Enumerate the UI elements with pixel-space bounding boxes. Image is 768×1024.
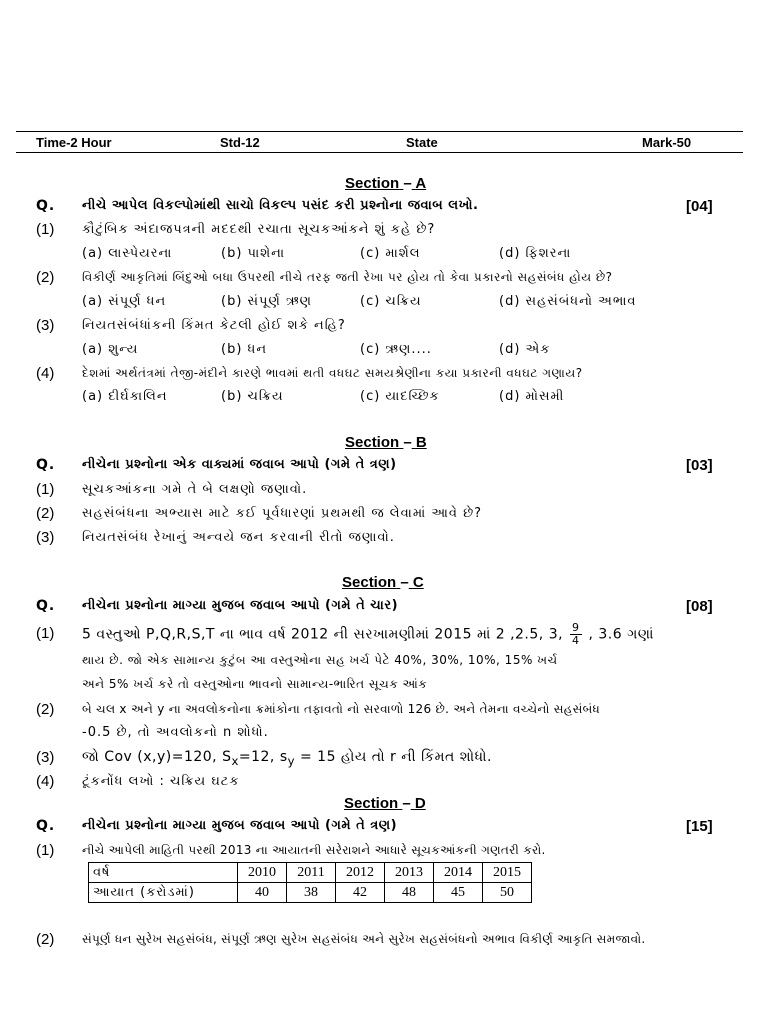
question-number: (4): [36, 773, 55, 790]
question-number: (4): [36, 365, 55, 382]
question-number: (2): [36, 269, 55, 286]
question-text-line: થાય છે. જો એક સામાન્ય કુટુંબ આ વસ્તુઓના સહ ખર્ચ પેટે 40%, 30%, 10%, 15% ખર્ચ: [82, 653, 558, 667]
section-a-question: નીચે આપેલ વિકલ્પોમાંથી સાચો વિકલ્પ પસંદ કરી પ્રશ્નોના જવાબ લખો.: [82, 198, 479, 213]
section-d-marks: [15]: [686, 818, 713, 835]
fraction-numerator: 9: [572, 621, 580, 634]
table-cell: 45: [434, 883, 483, 903]
option: (b) સંપૂર્ણ ઋણ: [221, 294, 312, 309]
question-number: (3): [36, 529, 55, 546]
option: (c) યાદચ્છિક: [360, 389, 440, 404]
question-text: ટૂંકનોંધ લખો : ચક્રિય ઘટક: [82, 774, 240, 789]
section-d-question: નીચેના પ્રશ્નોના માગ્યા મુજબ જવાબ આપો (ગમે તે ત્રણ): [82, 818, 398, 833]
question-text: નિયતસંબંધાંકની કિંમત કેટલી હોઈ શકે નહિ?: [82, 318, 346, 333]
section-c-marks: [08]: [686, 598, 713, 615]
subscript: x: [231, 753, 239, 768]
section-dash: –: [403, 175, 412, 192]
table-cell: 42: [336, 883, 385, 903]
mark-label: Mark-50: [642, 135, 692, 150]
option: (b) ધન: [221, 342, 268, 357]
question-text-part: = 15 હોય તો r ની કિંમત શોધો.: [295, 749, 492, 765]
option: (a) સંપૂર્ણ ધન: [82, 294, 167, 309]
option: (a) લાસ્પેયરના: [82, 246, 173, 261]
table-cell: 2011: [287, 863, 336, 883]
question-text-line: અને 5% ખર્ચ કરે તો વસ્તુઓના ભાવનો સામાન્ય-ભારિત સૂચક આંક: [82, 677, 428, 691]
board-label: State: [406, 135, 438, 150]
question-text: [82, 749, 492, 768]
question-number: (1): [36, 481, 55, 498]
question-number: (2): [36, 701, 55, 718]
question-text-line: -0.5 છે, તો અવલોકનો n શોધો.: [82, 725, 269, 740]
section-word: Section: [345, 434, 400, 451]
table-cell: 2012: [336, 863, 385, 883]
option: (d) એક: [499, 342, 551, 357]
question-text: સંપૂર્ણ ધન સુરેખ સહસંબંધ, સંપૂર્ણ ઋણ સુરેખ સહસંબંધ અને સુરેખ સહસંબંધનો અભાવ વિકીર્ણ આકૃતિ સમજાવો.: [82, 932, 646, 946]
section-letter: C: [412, 574, 424, 591]
question-text: વિકીર્ણ આકૃતિમાં બિંદુઓ બધા ઉપરથી નીચે તરફ જતી રેખા પર હોય તો કેવા પ્રકારનો સહસંબંધ હોય છે?: [82, 270, 613, 284]
table-cell: 2015: [483, 863, 532, 883]
question-number: (3): [36, 749, 55, 766]
question-text-line: બે ચલ x અને y ના અવલોકનોના ક્રમાંકોના તફાવતો નો સરવાળો 126 છે. અને તેમના વચ્ચેનો સહસંબંધ: [82, 702, 601, 716]
section-b-marks: [03]: [686, 457, 713, 474]
question-text: સૂચકઆંકના ગમે તે બે લક્ષણો જણાવો.: [82, 482, 308, 497]
section-b-question: નીચેના પ્રશ્નોના એક વાક્યમાં જવાબ આપો (ગમે તે ત્રણ): [82, 457, 397, 472]
section-dash: –: [402, 795, 411, 812]
table-row: [89, 863, 532, 883]
question-number: (2): [36, 931, 55, 948]
section-b-title: [345, 434, 427, 451]
question-text: નિયતસંબંધ રેખાનું અન્વયે જન કરવાની રીતો જણાવો.: [82, 530, 395, 545]
section-letter: D: [414, 795, 426, 812]
question-number: (3): [36, 317, 55, 334]
section-dash: –: [403, 434, 412, 451]
option: (c) માર્શલ: [360, 246, 421, 261]
question-number: (2): [36, 505, 55, 522]
option: (a) દીર્ઘકાલિન: [82, 389, 168, 404]
table-cell: 40: [238, 883, 287, 903]
table-row-label: વર્ષ: [89, 863, 238, 883]
question-text: નીચે આપેલી માહિતી પરથી 2013 ના આયાતની સરેરાશને આધારે સૂચકઆંકની ગણતરી કરો.: [82, 843, 546, 857]
question-text: દેશમાં અર્થતંત્રમાં તેજી-મંદીને કારણે ભાવમાં થતી વધઘટ સમયશ્રેણીના કયા પ્રકારની વધઘટ ગણાય?: [82, 366, 583, 380]
section-c-title: [342, 574, 424, 591]
fraction-denominator: 4: [572, 634, 580, 647]
section-d-title: [344, 795, 426, 812]
option: (c) ઋણ....: [360, 342, 432, 357]
subscript: y: [287, 753, 296, 768]
table-cell: 2010: [238, 863, 287, 883]
table-cell: 48: [385, 883, 434, 903]
section-word: Section: [342, 574, 397, 591]
question-number: (1): [36, 625, 55, 642]
option: (b) ચક્રિય: [221, 389, 284, 404]
section-letter: B: [415, 434, 427, 451]
fraction: [570, 622, 582, 647]
std-label: Std-12: [220, 135, 260, 150]
import-data-table: [88, 862, 532, 903]
option: (d) મોસમી: [499, 389, 565, 404]
question-text-part: , 3.6 ગણાં: [588, 626, 654, 643]
option: (a) શુન્ય: [82, 342, 139, 357]
section-c-q-label: Q.: [36, 598, 56, 614]
table-cell: 2014: [434, 863, 483, 883]
table-cell: 50: [483, 883, 532, 903]
section-c-question: નીચેના પ્રશ્નોના માગ્યા મુજબ જવાબ આપો (ગમે તે ચાર): [82, 598, 399, 613]
section-a-title: [345, 175, 426, 192]
question-text-part: 5 વસ્તુઓ P,Q,R,S,T ના ભાવ વર્ષ 2012 ની સરખામણીમાં 2015 માં 2 ,2.5, 3,: [82, 626, 564, 643]
question-number: (1): [36, 221, 55, 238]
section-a-q-label: Q.: [36, 198, 56, 214]
table-cell: 38: [287, 883, 336, 903]
option: (b) પાશેના: [221, 246, 286, 261]
option: (d) ફિશરના: [499, 246, 572, 261]
table-row-label: આયાત (કરોડમાં): [89, 883, 238, 903]
question-text: સહસંબંધના અભ્યાસ માટે કઈ પૂર્વધારણાં પ્રથમથી જ લેવામાં આવે છે?: [82, 506, 483, 521]
option: (c) ચક્રિય: [360, 294, 422, 309]
header-bottom-rule: [16, 152, 743, 153]
section-d-q-label: Q.: [36, 818, 56, 834]
question-text-part: =12, s: [238, 749, 288, 765]
top-rule: [16, 131, 743, 132]
section-b-q-label: Q.: [36, 457, 56, 473]
table-cell: 2013: [385, 863, 434, 883]
option: (d) સહસંબંધનો અભાવ: [499, 294, 637, 309]
section-word: Section: [344, 795, 399, 812]
section-letter: A: [415, 175, 427, 192]
table-row: [89, 883, 532, 903]
question-text: [82, 622, 654, 647]
time-label: Time-2 Hour: [36, 135, 112, 150]
question-number: (1): [36, 842, 55, 859]
section-word: Section: [345, 175, 400, 192]
section-a-marks: [04]: [686, 198, 713, 215]
question-text: કૌટુંબિક અંદાજપત્રની મદદથી રચાતા સૂચકઆંકને શું કહે છે?: [82, 222, 436, 237]
question-text-part: જો Cov (x,y)=120, S: [82, 749, 232, 765]
section-dash: –: [400, 574, 409, 591]
